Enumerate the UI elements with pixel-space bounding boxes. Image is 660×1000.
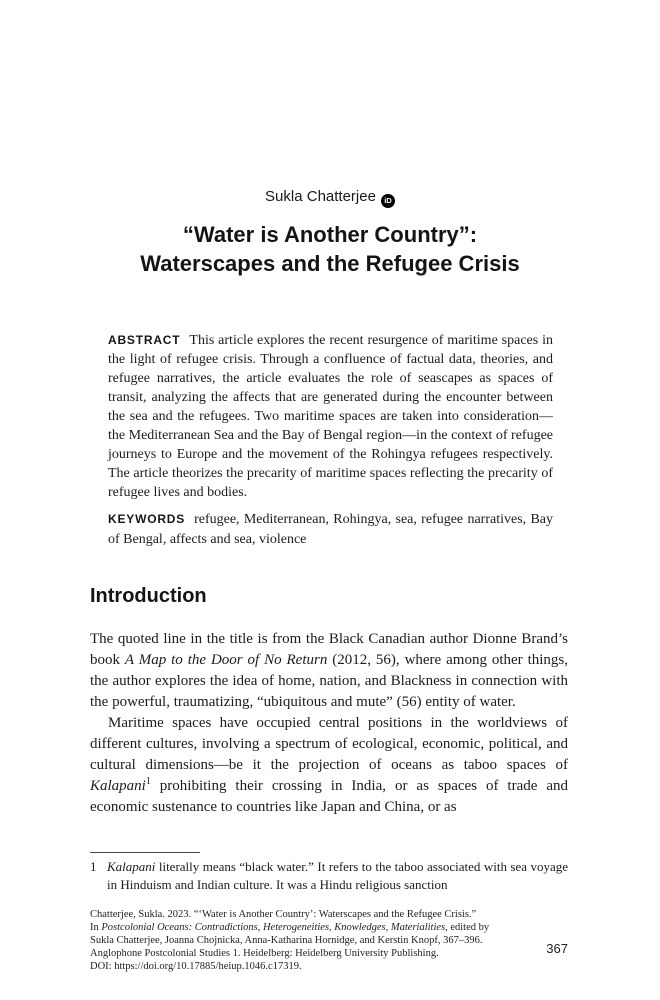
footnote-number: 1 (90, 859, 97, 874)
author-name: Sukla Chatterjee (265, 188, 376, 205)
doi-link[interactable]: https://doi.org/10.17885/heiup.1046.c17319. (114, 961, 302, 972)
body-text (90, 629, 568, 818)
footnote-separator (90, 852, 200, 853)
footnote-kalapani-italic: Kalapani (107, 859, 156, 874)
abstract-label: ABSTRACT (108, 333, 181, 347)
citation-footer (90, 908, 530, 973)
paragraph-2-text-cont: prohibiting their crossing in India, or as spaces of trade and economic sustenance to countries like Japan and China, or as (90, 778, 568, 815)
citation-book-title-italic: Postcolonial Oceans: Contradictions, Heterogeneities, Knowledges, Materialities (101, 922, 446, 933)
citation-line-3: Sukla Chatterjee, Joanna Chojnicka, Anna-Katharina Hornidge, and Kerstin Knopf, 367–396. (90, 935, 483, 946)
paragraph-1-text: The quoted line in the title is from the Black Canadian author Dionne Brand’s book (90, 631, 568, 668)
keywords-section (108, 509, 553, 550)
keywords-label: KEYWORDS (108, 512, 186, 526)
citation-line-2-prefix: In (90, 922, 102, 933)
citation-line-1: Chatterjee, Sukla. 2023. “‘Water is Another Country’: Waterscapes and the Refugee Crisis.” (90, 909, 477, 920)
article-title-line2: Waterscapes and the Refugee Crisis (140, 251, 520, 276)
orcid-icon[interactable] (381, 194, 395, 208)
abstract-section (108, 331, 553, 502)
footnote-reference-1[interactable]: 1 (145, 776, 151, 787)
paragraph-2-text: Maritime spaces have occupied central positions in the worldviews of different cultures, involving a spectrum of ecological, economic, political, and cultural dimensions—be it the projection of oceans as taboo spaces of (90, 715, 568, 773)
orcid-icon-label: iD (384, 196, 392, 205)
footnote-1 (90, 858, 568, 893)
section-heading-introduction: Introduction (90, 585, 207, 607)
footnote-text-body: literally means “black water.” It refers to the taboo associated with sea voyage in Hinduism and Indian culture. It was a Hindu religious sanction (107, 859, 568, 892)
article-title-line1: “Water is Another Country”: (182, 222, 478, 247)
doi-label: DOI: (90, 961, 115, 972)
abstract-text: This article explores the recent resurgence of maritime spaces in the light of refugee crisis. Through a confluence of factual data, theories, and refugee narratives, the article evaluates the role of seascapes as spaces of transit, analyzing the affects that are generated during the encounter between the sea and the refugees. Two maritime spaces are taken into consideration—the Mediterranean Sea and the Bay of Bengal region—in the context of refugee journeys to Europe and the movement of the Rohingya refugees respectively. The article theorizes the precarity of maritime spaces reflecting the precarity of refugee lives and bodies. (108, 333, 553, 500)
paragraph-2 (90, 713, 568, 818)
page-number: 367 (546, 941, 568, 956)
keywords-text: refugee, Mediterranean, Rohingya, sea, refugee narratives, Bay of Bengal, affects and sea, violence (108, 512, 553, 547)
citation-line-2 (90, 921, 530, 934)
article-title (0, 220, 660, 278)
paragraph-1 (90, 629, 568, 713)
footnote-text (107, 858, 568, 893)
citation-line-4: Anglophone Postcolonial Studies 1. Heidelberg: Heidelberg University Publishing. (90, 948, 439, 959)
citation-line-2-suffix: , edited by (445, 922, 490, 933)
kalapani-italic: Kalapani (90, 778, 146, 794)
author-line (0, 188, 660, 208)
citation-line-5 (90, 960, 530, 973)
paragraph-1-text-cont: (2012, 56), where among other things, the author explores the idea of home, nation, and Blackness in connection with the powerful, traumatizing, “ubiquitous and mute” (56) entity of water. (90, 652, 569, 710)
book-title-italic: A Map to the Door of No Return (124, 652, 328, 668)
